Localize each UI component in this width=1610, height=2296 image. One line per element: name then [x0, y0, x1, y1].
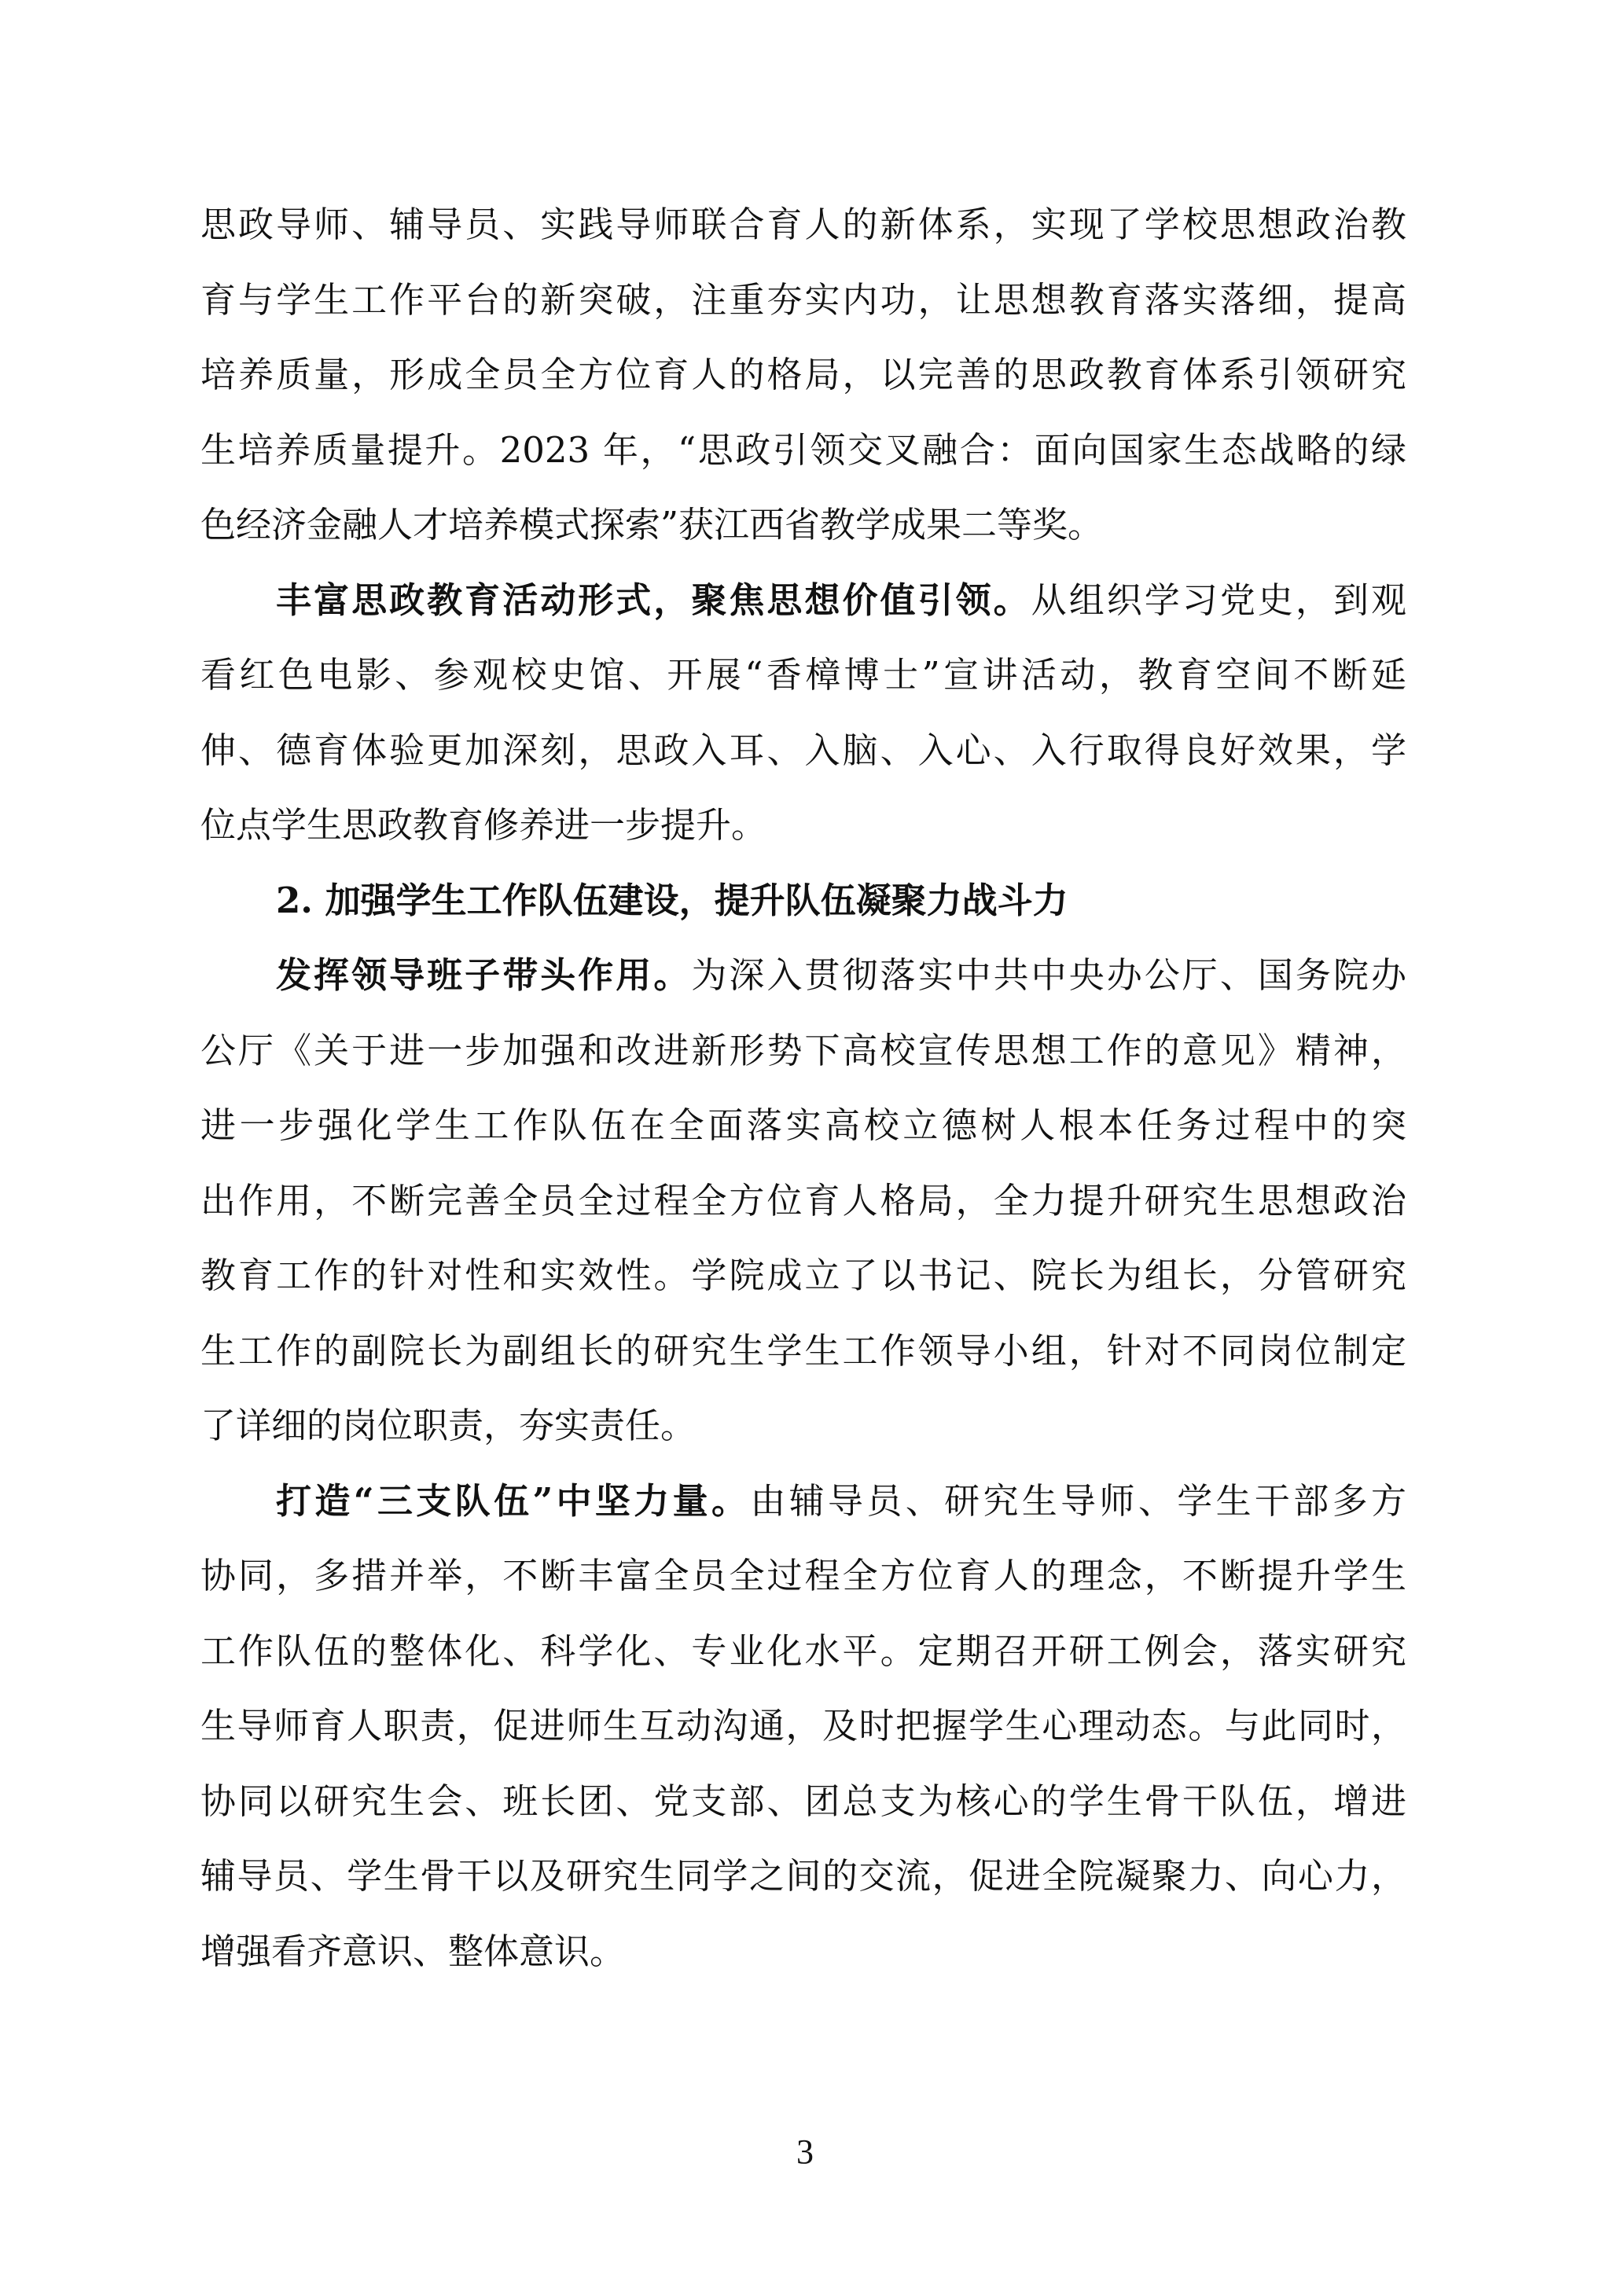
- line-text: 辅导员、学生骨干以及研究生同学之间的交流，促进全院凝聚力、向心力，: [200, 1855, 1406, 1897]
- text-line: [200, 1013, 1406, 1089]
- text-line: [200, 263, 1406, 338]
- text-line: [200, 1839, 1406, 1914]
- text-line: [200, 1163, 1406, 1239]
- text-line: [200, 1538, 1406, 1614]
- text-line: [200, 1914, 1406, 1989]
- text-line: [200, 1614, 1406, 1689]
- line-text: 协同，多措并举，不断丰富全员全过程全方位育人的理念，不断提升学生: [200, 1555, 1406, 1596]
- line-text: 增强看齐意识、整体意识。: [200, 1930, 626, 1972]
- line-text: 教育工作的针对性和实效性。学院成立了以书记、院长为组长，分管研究: [200, 1255, 1406, 1296]
- text-line: [200, 788, 1406, 863]
- text-line: [200, 713, 1406, 788]
- paragraph: [200, 563, 1406, 863]
- line-text: 进一步强化学生工作队伍在全面落实高校立德树人根本任务过程中的突: [200, 1104, 1406, 1146]
- line-text: 协同以研究生会、班长团、党支部、团总支为核心的学生骨干队伍，增进: [200, 1780, 1406, 1822]
- text-line: [200, 187, 1406, 263]
- line-text: 思政导师、辅导员、实践导师联合育人的新体系，实现了学校思想政治教: [200, 204, 1406, 245]
- line-text: 由辅导员、研究生导师、学生干部多方: [750, 1479, 1406, 1522]
- body-text: [200, 187, 1406, 1989]
- text-line: [200, 938, 1406, 1013]
- text-line: [200, 637, 1406, 713]
- line-text: 为深入贯彻落实中共中央办公厅、国务院办: [691, 954, 1406, 996]
- text-line: [200, 1388, 1406, 1464]
- heading-text: 2. 加强学生工作队伍建设，提升队伍凝聚力战斗力: [276, 879, 1068, 921]
- text-line: [200, 487, 1406, 563]
- section-heading: [200, 863, 1406, 939]
- text-line: [200, 337, 1406, 413]
- line-text: 伸、德育体验更加深刻，思政入耳、入脑、入心、入行取得良好效果，学: [200, 729, 1406, 771]
- line-text: 育与学生工作平台的新突破，注重夯实内功，让思想教育落实落细，提高: [200, 278, 1406, 321]
- text-line: [200, 863, 1406, 939]
- line-text: 生导师育人职责，促进师生互动沟通，及时把握学生心理动态。与此同时，: [200, 1705, 1406, 1747]
- paragraph: [200, 938, 1406, 1464]
- line-text: 从组织学习党史，到观: [1031, 579, 1406, 621]
- text-line: [200, 1313, 1406, 1389]
- line-text: 培养质量，形成全员全方位育人的格局，以完善的思政教育体系引领研究: [200, 354, 1406, 395]
- bold-lead-text: 丰富思政教育活动形式，聚焦思想价值引领。: [276, 579, 1031, 621]
- line-text: 生培养质量提升。2023 年，“思政引领交叉融合：面向国家生态战略的绿: [200, 428, 1406, 471]
- text-line: [200, 1464, 1406, 1539]
- paragraph: [200, 187, 1406, 563]
- page-number: 3: [796, 2133, 814, 2171]
- bold-lead-text: 打造“三支队伍”中坚力量。: [276, 1479, 751, 1522]
- line-text: 位点学生思政教育修养进一步提升。: [200, 804, 767, 846]
- text-line: [200, 1238, 1406, 1313]
- text-line: [200, 1764, 1406, 1839]
- text-line: [200, 563, 1406, 638]
- line-text: 色经济金融人才培养模式探索”获江西省教学成果二等奖。: [200, 504, 1104, 546]
- line-text: 公厅《关于进一步加强和改进新形势下高校宣传思想工作的意见》精神，: [200, 1029, 1406, 1071]
- text-line: [200, 1688, 1406, 1764]
- line-text: 了详细的岗位职责，夯实责任。: [200, 1405, 697, 1446]
- bold-lead-text: 发挥领导班子带头作用。: [276, 954, 692, 996]
- paragraph: [200, 1464, 1406, 1989]
- text-line: [200, 413, 1406, 488]
- line-text: 工作队伍的整体化、科学化、专业化水平。定期召开研工例会，落实研究: [200, 1629, 1406, 1672]
- text-line: [200, 1088, 1406, 1163]
- line-text: 出作用，不断完善全员全过程全方位育人格局，全力提升研究生思想政治: [200, 1179, 1406, 1221]
- line-text: 生工作的副院长为副组长的研究生学生工作领导小组，针对不同岗位制定: [200, 1329, 1406, 1372]
- line-text: 看红色电影、参观校史馆、开展“香樟博士”宣讲活动，教育空间不断延: [200, 654, 1406, 696]
